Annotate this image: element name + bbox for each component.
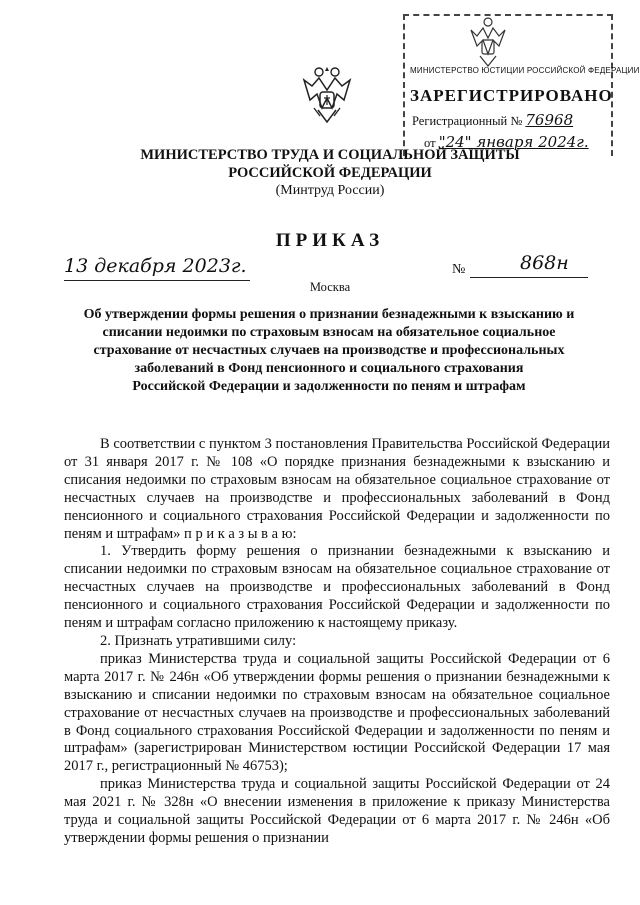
order-body (64, 436, 610, 848)
stamp-date-prefix: от (424, 136, 436, 150)
order-title: ПРИКАЗ (275, 230, 385, 251)
body-paragraph-item-1: 1. Утвердить форму решения о признании безнадежными к взысканию и списании недоимки по страховым взносам на обязательное социальное страхование от несчастных случаев на производстве и профессиональных заболеваний в Фонд пенсионного и социального страхования Российской Федерации и задолженности по пеням и штрафам согласно приложению к настоящему приказу. (64, 543, 610, 632)
ministry-line-2: РОССИЙСКОЙ ФЕДЕРАЦИИ (228, 165, 432, 181)
stamp-date-value: "24" января 2024г. (438, 133, 589, 151)
subject-line: страхование от несчастных случаев на производстве и профессиональных (93, 343, 565, 358)
subject-line: Российской Федерации и задолженности по пеням и штрафам (132, 379, 526, 394)
order-number: 868н (520, 252, 569, 274)
subject-line: заболеваний в Фонд пенсионного и социального страхования (134, 361, 524, 376)
coat-of-arms-icon (300, 64, 354, 126)
order-date: 13 декабря 2023г. (64, 255, 247, 277)
order-number-label: № (452, 262, 466, 277)
body-paragraph-repealed-2: приказ Министерства труда и социальной защиты Российской Федерации от 24 мая 2021 г. № 328н «О внесении изменения в приложение к приказу Министерства труда и социальной защиты Российской Федерации от 6 марта 2017 г. № 246н «Об утверждении формы решения о признании (64, 776, 610, 846)
ministry-name (60, 146, 600, 182)
body-paragraph-item-2: 2. Признать утратившими силу: (100, 632, 297, 649)
order-city: Москва (309, 280, 351, 294)
order-subject (70, 306, 588, 396)
stamp-reg-number: 76968 (525, 111, 574, 129)
subject-line: списании недоимки по страховым взносам на обязательное социальное (102, 325, 556, 340)
stamp-ministry: МИНИСТЕРСТВО ЮСТИЦИИ РОССИЙСКОЙ ФЕДЕРАЦИИ (410, 66, 640, 75)
subject-line: Об утверждении формы решения о признании безнадежными к взысканию и (83, 307, 575, 322)
ministry-line-1: МИНИСТЕРСТВО ТРУДА И СОЦИАЛЬНОЙ ЗАЩИТЫ (140, 147, 520, 163)
body-paragraph-preamble: В соответствии с пунктом 3 постановления Правительства Российской Федерации от 31 января 2017 г. № 108 «О порядке признания безнадежными к взысканию и списания недоимки по страховым взносам на обязательное социальное страхование от несчастных случаев на производстве и профессиональных заболеваний в Фонд пенсионного и социального страхования Российской Федерации и задолженности по пеням и штрафам» п р и к а з ы в а ю: (64, 436, 610, 542)
body-paragraph-repealed-1: приказ Министерства труда и социальной защиты Российской Федерации от 6 марта 2017 г. № 246н «Об утверждении формы решения о признании безнадежными к взысканию и списании недоимки по страховым взносам на обязательное социальное страхование от несчастных случаев на производстве и профессиональных заболеваний в Фонд социального страхования Российской Федерации и задолженности по пеням и штрафам» (зарегистрирован Министерством юстиции Российской Федерации 17 мая 2017 г., регистрационный № 46753); (64, 650, 610, 775)
ministry-short-name: (Минтруд России) (275, 183, 385, 198)
stamp-registered: ЗАРЕГИСТРИРОВАНО (410, 86, 613, 105)
stamp-reg-label: Регистрационный № (412, 114, 523, 128)
order-number-underline (470, 277, 588, 278)
stamp-registration-number (412, 111, 573, 129)
